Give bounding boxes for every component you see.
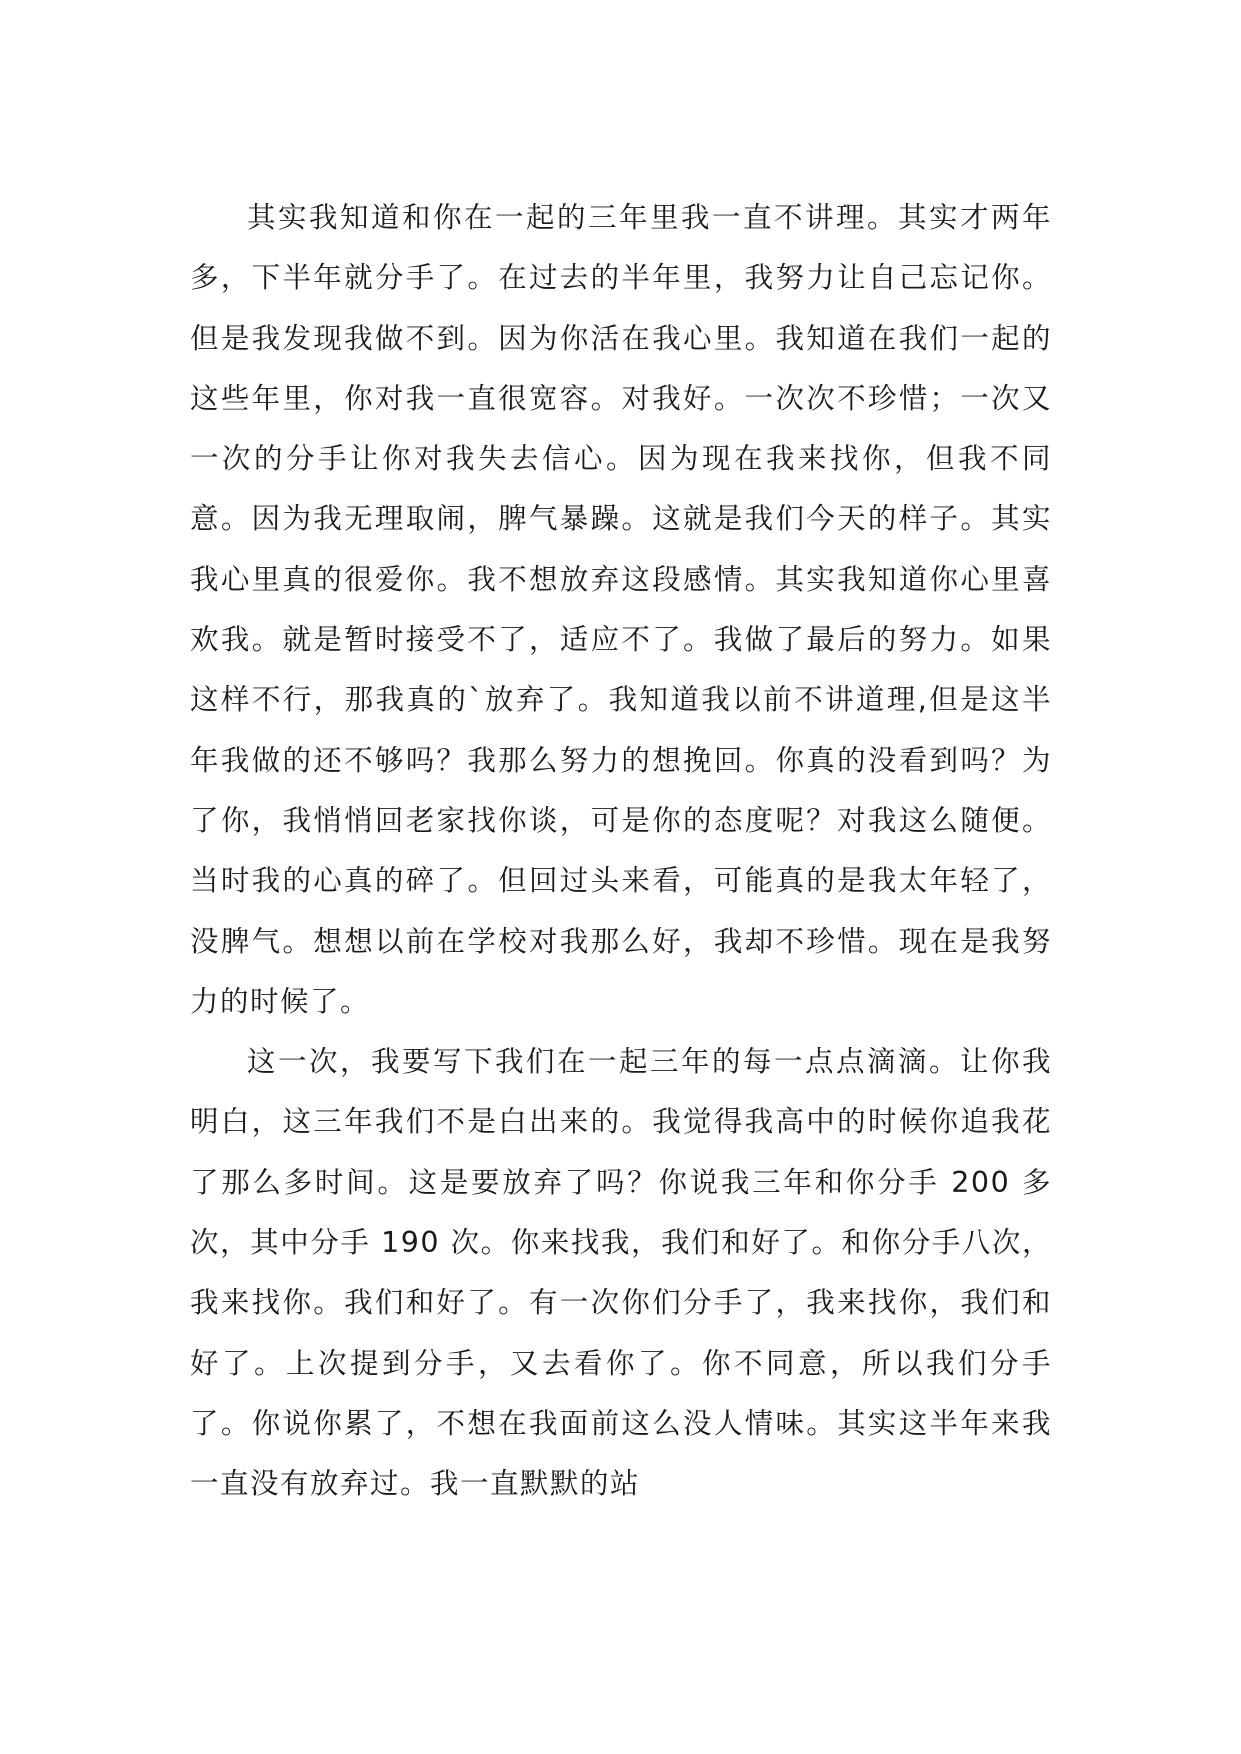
paragraph-2: 这一次，我要写下我们在一起三年的每一点点滴滴。让你我明白，这三年我们不是白出来的。我觉得我高中的时候你追我花了那么多时间。这是要放弃了吗？你说我三年和你分手 200 多次，其中分手 190 次。你来找我，我们和好了。和你分手八次，我来找你。我们和好了。有一次你们分手了，我来找你，我们和好了。上次提到分手，又去看你了。你不同意，所以我们分手了。你说你累了，不想在我面前这么没人情味。其实这半年来我一直没有放弃过。我一直默默的站 xyxy=(190,1045,1052,1501)
paragraph-1: 其实我知道和你在一起的三年里我一直不讲理。其实才两年多，下半年就分手了。在过去的半年里，我努力让自己忘记你。但是我发现我做不到。因为你活在我心里。我知道在我们一起的这些年里，你对我一直很宽容。对我好。一次次不珍惜；一次又一次的分手让你对我失去信心。因为现在我来找你，但我不同意。因为我无理取闹，脾气暴躁。这就是我们今天的样子。其实我心里真的很爱你。我不想放弃这段感情。其实我知道你心里喜欢我。就是暂时接受不了，适应不了。我做了最后的努力。如果这样不行，那我真的`放弃了。我知道我以前不讲道理,但是这半年我做的还不够吗？我那么努力的想挽回。你真的没看到吗？为了你，我悄悄回老家找你谈，可是你的态度呢？对我这么随便。当时我的心真的碎了。但回过头来看，可能真的是我太年轻了，没脾气。想想以前在学校对我那么好，我却不珍惜。现在是我努力的时候了。 xyxy=(190,201,1052,1018)
document-body xyxy=(190,188,1052,1515)
